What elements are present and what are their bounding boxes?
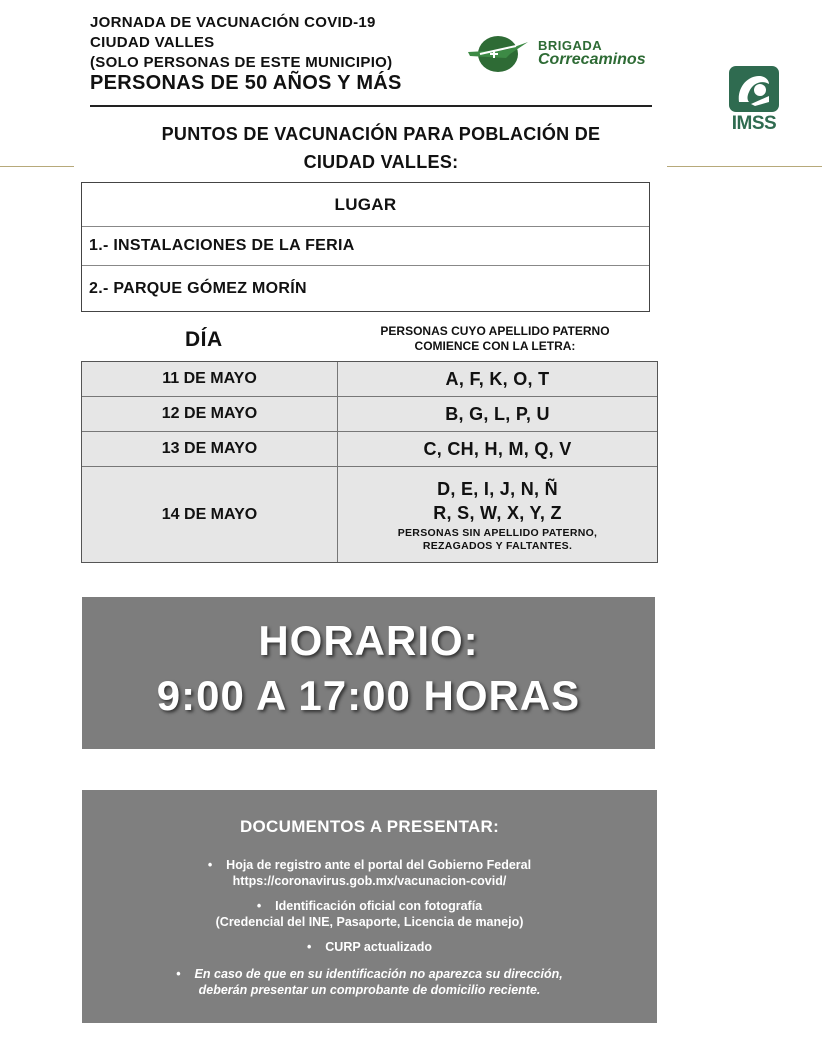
list-item (82, 966, 657, 998)
list-item (82, 898, 657, 930)
header-title-line3: (SOLO PERSONAS DE ESTE MUNICIPIO) (90, 54, 393, 71)
schedule-letters: D, E, I, J, N, Ñ (437, 478, 558, 499)
document-curp: CURP actualizado (325, 940, 433, 954)
list-item (82, 939, 657, 955)
schedule-letters-cell (338, 467, 657, 562)
header-title-line4: PERSONAS DE 50 AÑOS Y MÁS (90, 72, 402, 94)
document-domicilio-note-line2: deberán presentar un comprobante de domicilio reciente. (198, 983, 541, 997)
section-title-line1: PUNTOS DE VACUNACIÓN PARA POBLACIÓN DE (161, 124, 601, 144)
document-identificacion: Identificación oficial con fotografía (275, 899, 483, 913)
letter-column-header-line2: COMIENCE CON LA LETRA: (414, 339, 576, 353)
bullet-icon: • (306, 940, 326, 954)
schedule-letters: B, G, L, P, U (445, 403, 550, 424)
bullet-icon: • (176, 967, 195, 981)
hours-range: 9:00 A 17:00 HORAS (156, 672, 581, 719)
location-item-feria: 1.- INSTALACIONES DE LA FERIA (82, 226, 649, 265)
schedule-day: 13 DE MAYO (82, 432, 338, 466)
locations-table-header: LUGAR (334, 195, 397, 214)
schedule-table (81, 361, 658, 563)
hours-title: HORARIO: (258, 617, 479, 664)
schedule-note-line1: PERSONAS SIN APELLIDO PATERNO, (397, 526, 598, 539)
schedule-day: 12 DE MAYO (82, 397, 338, 431)
schedule-day: 11 DE MAYO (82, 362, 338, 396)
schedule-letters: A, F, K, O, T (445, 368, 550, 389)
list-item (82, 857, 657, 889)
schedule-note-line2: REZAGADOS Y FALTANTES. (422, 539, 573, 552)
location-item-parque: 2.- PARQUE GÓMEZ MORÍN (82, 265, 649, 311)
hours-banner (82, 597, 655, 749)
section-title (90, 120, 672, 176)
table-row (82, 396, 657, 431)
imss-emblem-icon (729, 66, 779, 112)
documents-title: DOCUMENTOS A PRESENTAR: (239, 817, 500, 836)
header-title-line2: CIUDAD VALLES (90, 34, 215, 51)
document-domicilio-note: En caso de que en su identificación no aparezca su dirección, (194, 967, 563, 981)
letter-column-header (345, 324, 645, 354)
decorative-rule-left (0, 166, 74, 167)
document-url: https://coronavirus.gob.mx/vacunacion-covid/ (232, 874, 507, 888)
header-title-line1: JORNADA DE VACUNACIÓN COVID-19 (90, 14, 376, 31)
table-row (82, 431, 657, 466)
correcaminos-label: Correcaminos (538, 51, 646, 68)
letter-column-header-line1: PERSONAS CUYO APELLIDO PATERNO (380, 324, 610, 338)
document-registro: Hoja de registro ante el portal del Gobierno Federal (226, 858, 532, 872)
brigada-label: BRIGADA (538, 38, 603, 53)
schedule-letters: C, CH, H, M, Q, V (423, 438, 572, 459)
schedule-letters-line2: R, S, W, X, Y, Z (433, 502, 562, 523)
table-row (82, 466, 657, 562)
table-row (82, 362, 657, 396)
documents-box (82, 790, 657, 1023)
locations-table (81, 182, 650, 312)
road-runner-emblem-icon (466, 32, 530, 76)
document-line (82, 939, 657, 955)
document-line (82, 857, 657, 873)
decorative-rule-right (667, 166, 822, 167)
document-line (82, 966, 657, 982)
bullet-icon: • (207, 858, 227, 872)
imss-wordmark: IMSS (731, 113, 777, 134)
imss-logo (726, 66, 782, 136)
day-column-header: DÍA (185, 328, 223, 351)
header-divider (90, 105, 652, 107)
document-line (82, 898, 657, 914)
document-identificacion-detail: (Credencial del INE, Pasaporte, Licencia de manejo) (215, 915, 524, 929)
schedule-day: 14 DE MAYO (82, 467, 338, 562)
brigada-correcaminos-logo (466, 32, 656, 76)
section-title-line2: CIUDAD VALLES: (303, 152, 459, 172)
bullet-icon: • (256, 899, 276, 913)
